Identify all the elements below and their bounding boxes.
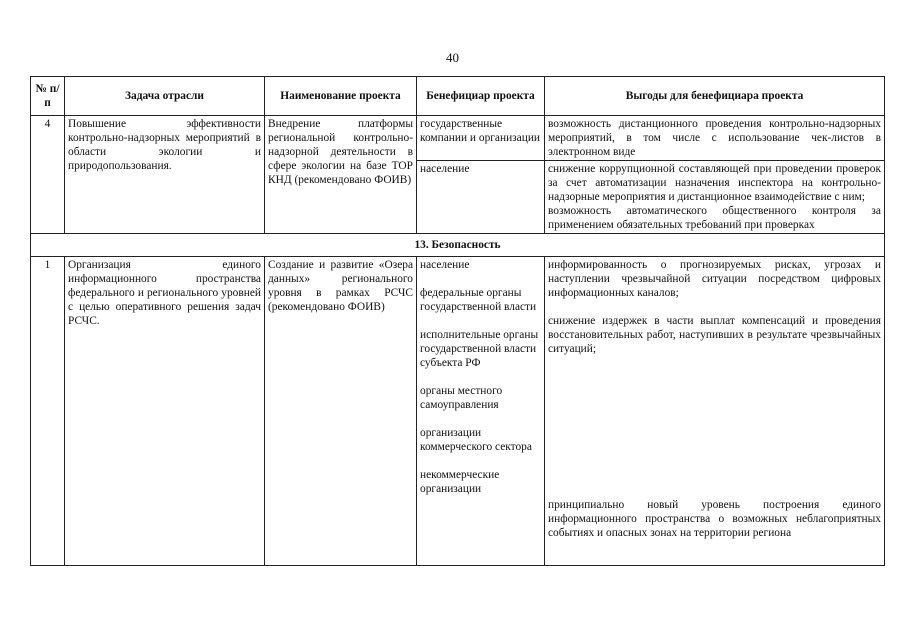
benefit-cell: возможность дистанционного проведения контрольно-надзорных мероприятий, в том числе с использование чек-листов в электронном виде	[545, 116, 885, 161]
beneficiary-item: исполнительные органы государственной власти субъекта РФ	[420, 329, 539, 369]
beneficiary-item: организации коммерческого сектора	[420, 427, 532, 453]
benefit-cell	[545, 161, 885, 234]
benefit-text: снижение издержек в части выплат компенсаций и проведения восстановительных работ, наступивших в результате чрезвычайных ситуаций;	[548, 315, 881, 355]
benefit-text: возможность автоматического общественного контроля за применением обязательных требований при проверках	[548, 205, 881, 231]
header-task: Задача отрасли	[65, 77, 265, 116]
row-num: 1	[31, 257, 65, 566]
blank-space	[548, 356, 881, 498]
benefit-text: снижение коррупционной составляющей при проведении проверок за счет автоматизации назначения инспектора на контрольно-надзорные мероприятия и дистанционное взаимодействие с ним;	[548, 163, 881, 203]
header-num: № п/п	[31, 77, 65, 116]
beneficiary-cell	[417, 257, 545, 566]
task-cell: Организация единого информационного пространства федерального и регионального уровней с целью оперативного решения задач РСЧС.	[65, 257, 265, 566]
benefit-cell	[545, 257, 885, 566]
beneficiary-item: население	[420, 259, 470, 271]
section-title: 13. Безопасность	[31, 234, 885, 257]
row-num: 4	[31, 116, 65, 234]
project-cell: Создание и развитие «Озера данных» регионального уровня в рамках РСЧС (рекомендовано ФОИВ)	[265, 257, 417, 566]
table-header-row	[31, 77, 885, 116]
projects-table	[30, 76, 885, 566]
table-row	[31, 257, 885, 566]
header-project: Наименование проекта	[265, 77, 417, 116]
beneficiary-item: некоммерческие организации	[420, 469, 500, 495]
page-number: 40	[446, 50, 459, 65]
beneficiary-item: федеральные органы государственной власти	[420, 287, 537, 313]
header-benefits: Выгоды для бенефициара проекта	[545, 77, 885, 116]
project-cell: Внедрение платформы региональной контрольно-надзорной деятельности в сфере экологии на базе ТОР КНД (рекомендовано ФОИВ)	[265, 116, 417, 234]
task-cell: Повышение эффективности контрольно-надзорных мероприятий в области экологии и природопользования.	[65, 116, 265, 234]
header-beneficiary: Бенефициар проекта	[417, 77, 545, 116]
benefit-text: принципиально новый уровень построения единого информационного пространства о возможных неблагоприятных событиях и опасных зонах на территории региона	[548, 499, 881, 539]
section-row	[31, 234, 885, 257]
beneficiary-cell: население	[417, 161, 545, 234]
benefit-text: информированность о прогнозируемых рисках, угрозах и наступлении чрезвычайной ситуации посредством цифровых информационных каналов;	[548, 259, 881, 299]
beneficiary-item: органы местного самоуправления	[420, 385, 503, 411]
beneficiary-cell: государственные компании и организации	[417, 116, 545, 161]
table-row	[31, 116, 885, 161]
